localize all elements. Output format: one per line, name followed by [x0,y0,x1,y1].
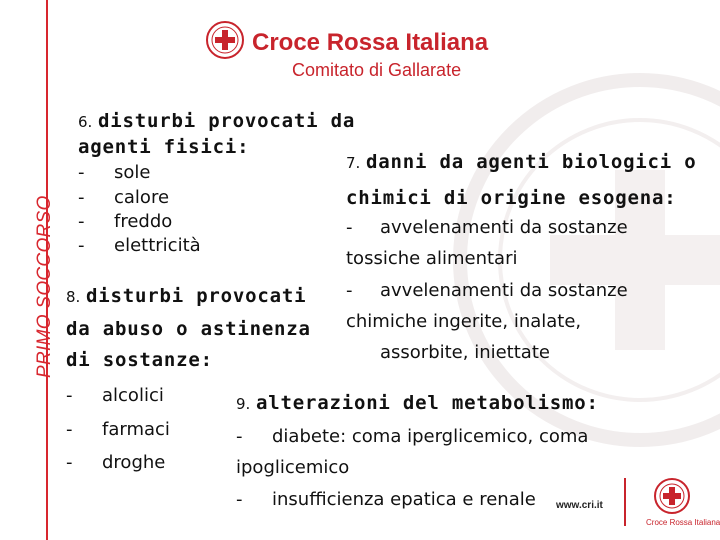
brand-name: Croce Rossa Italiana [252,29,489,56]
footer-divider [624,478,626,526]
list-item: droghe [102,452,166,473]
list-item: freddo [114,211,173,232]
section-title: alterazioni del metabolismo: [256,392,599,414]
list-item-continuation: assorbite, iniettate [380,342,550,363]
brand-subtitle: Comitato di Gallarate [292,60,462,80]
watermark-seal-icon [450,0,720,540]
list-item-continuation: ipoglicemico [236,457,350,478]
section-7-title-line1 [346,151,697,173]
list-item: diabete: coma iperglicemico, coma [272,426,589,447]
list-bullet: - [66,452,73,473]
list-bullet: - [66,419,73,440]
section-number: 7. [346,154,361,172]
section-title: disturbi provocati da [98,110,356,132]
section-9-title [236,392,599,414]
section-number: 6. [78,113,93,131]
footer-url: www.cri.it [556,500,603,511]
footer-red-cross-logo-icon [652,476,692,516]
list-item-continuation: tossiche alimentari [346,248,518,269]
section-7-title-line2: chimici di origine esogena: [346,187,677,209]
section-8-title-line3: di sostanze: [66,349,213,371]
list-bullet: - [78,187,85,208]
list-item: calore [114,187,170,208]
section-title: disturbi provocati [86,285,307,307]
list-item: farmaci [102,419,170,440]
list-bullet: - [78,211,85,232]
red-cross-logo-icon [205,20,245,60]
list-bullet: - [346,280,353,301]
list-bullet: - [66,385,73,406]
section-6-title-line2: agenti fisici: [78,136,250,158]
list-bullet: - [78,162,85,183]
section-8-title-line1 [66,285,306,307]
section-number: 8. [66,288,81,306]
section-8-title-line2: da abuso o astinenza [66,318,311,340]
footer-label: Croce Rossa Italiana [646,518,720,527]
list-bullet: - [346,217,353,238]
list-item: alcolici [102,385,164,406]
list-bullet: - [236,489,243,510]
section-6-title-line1 [78,110,355,132]
list-item: elettricità [114,235,201,256]
list-bullet: - [236,426,243,447]
sidebar-label: PRIMO SOCCORSO [34,195,55,378]
list-item: avvelenamenti da sostanze [380,280,628,301]
section-number: 9. [236,395,251,413]
list-item: avvelenamenti da sostanze [380,217,628,238]
list-item-continuation: chimiche ingerite, inalate, [346,311,582,332]
list-bullet: - [78,235,85,256]
section-title: danni da agenti biologici o [366,151,697,173]
list-item: sole [114,162,151,183]
list-item: insufficienza epatica e renale [272,489,536,510]
